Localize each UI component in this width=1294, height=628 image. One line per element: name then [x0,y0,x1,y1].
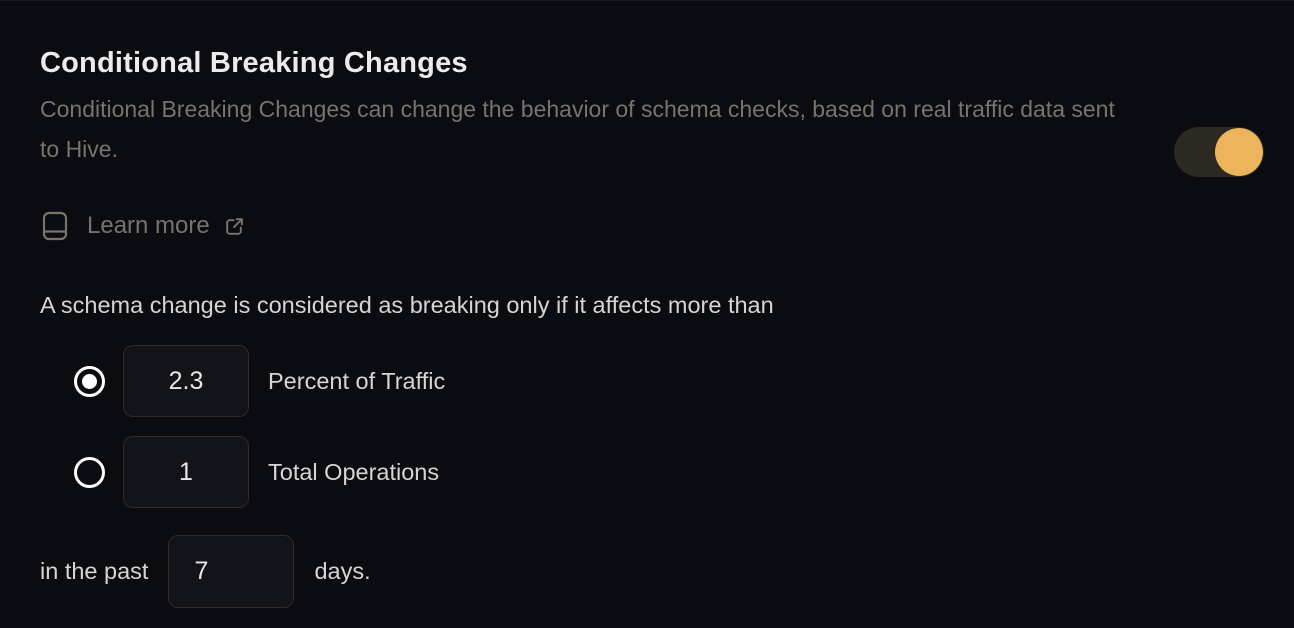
total-operations-input[interactable] [123,436,249,508]
total-operations-row [40,436,1254,508]
period-row [40,535,1254,608]
page-title: Conditional Breaking Changes [40,47,468,79]
section-description: Conditional Breaking Changes can change the behavior of schema checks, based on real traffic data sent to Hive. [40,96,1115,162]
learn-more-link[interactable] [42,211,245,241]
total-operations-label: Total Operations [268,458,440,485]
radio-dot [82,374,97,389]
conditional-breaking-changes-toggle[interactable] [1174,127,1264,177]
percent-of-traffic-input[interactable] [123,345,249,417]
percent-of-traffic-radio[interactable] [74,366,105,397]
percent-of-traffic-row [40,345,1254,417]
book-icon [42,211,68,241]
external-link-icon [224,216,245,237]
percent-of-traffic-label: Percent of Traffic [268,367,446,394]
toggle-thumb [1215,128,1263,176]
period-suffix: days. [314,558,371,584]
period-days-input[interactable] [168,535,294,608]
total-operations-radio[interactable] [74,457,105,488]
condition-intro: A schema change is considered as breaking only if it affects more than [40,292,774,318]
learn-more-label: Learn more [87,212,210,239]
period-prefix: in the past [40,558,149,584]
